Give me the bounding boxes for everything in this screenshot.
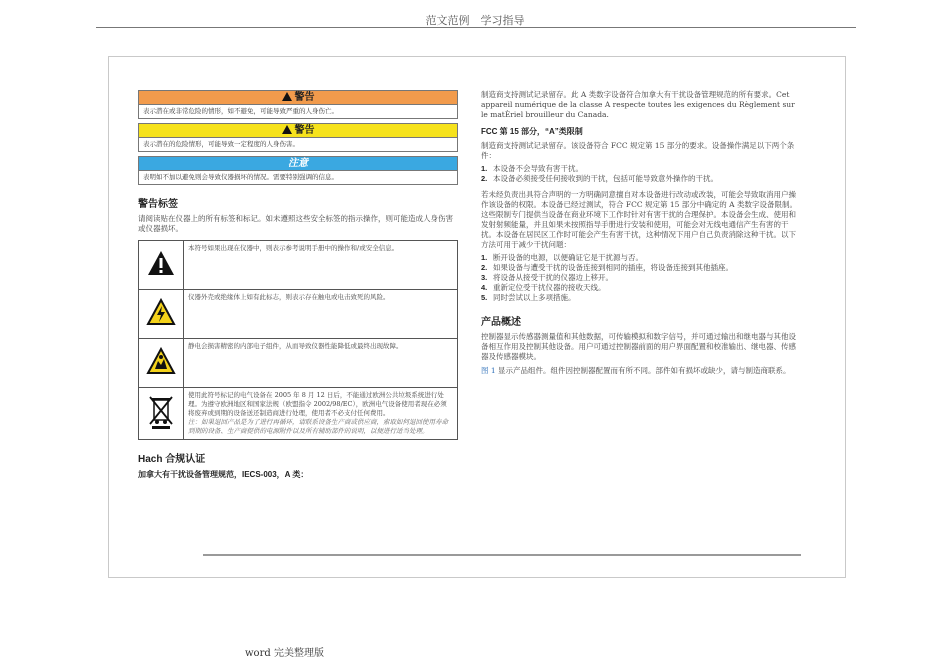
header-divider: [96, 27, 856, 28]
fcc-body: 若未经负责出具符合声明的一方明确同意擅自对本设备进行改动或改装，可能会导致取消用户操作该设备的权限。本设备已经过测试，符合 FCC 规定第 15 部分中确定的 A 类数字设备限制。这些限制专门提供当设备在商业环境下工作时针对有害干扰的合理保护。本设备会生成、使用和发射射频能量，并且如果未按照指导手册进行安装和使用，可能会对无线电通信产生有害的干扰。本设备在居民区工作时可能会产生有害干扰，这种情况下用户自己负责消除这种干扰。以下方法可用于减少干扰问题：: [481, 190, 797, 249]
fcc-intro: 制造商支持测试记录留存。该设备符合 FCC 规定第 15 部分的要求。设备操作满足以下两个条件：: [481, 141, 795, 160]
esd-icon: [146, 347, 176, 375]
table-row: [139, 241, 458, 290]
caution-text: 表明如不加以避免则会导致仪器损坏的情况。需要特别强调的信息。: [139, 170, 457, 184]
danger-label: 警告: [294, 92, 315, 103]
warning-triangle-icon: [282, 92, 292, 101]
warning-notice: [138, 123, 458, 152]
list-item: 5. 同时尝试以上多项措施。: [481, 293, 576, 302]
compliance-heading: Hach 合规认证: [138, 454, 206, 465]
caution-notice-header: 注意: [139, 157, 457, 170]
table-row: [139, 339, 458, 388]
danger-notice-header: [139, 91, 457, 104]
interference-measures-list: [481, 253, 801, 303]
left-column: [138, 90, 458, 484]
page-header: 范文范例 学习指导: [425, 14, 525, 27]
right-column: [481, 90, 801, 376]
footer-divider: [203, 554, 801, 556]
danger-text: 表示潜在或非常危险的情形，如不避免，可能导致严重的人身伤亡。: [139, 104, 457, 118]
warning-triangle-icon: [282, 125, 292, 134]
warning-label: 警告: [294, 125, 315, 136]
page-footer: word 完美整理版: [245, 648, 324, 659]
figure-1-link[interactable]: 图 1: [481, 366, 496, 375]
warning-triangle-icon: [146, 249, 176, 277]
list-item: 1. 本设备不会导致有害干扰。: [481, 164, 583, 173]
electric-shock-icon: [146, 298, 176, 326]
symbol-description: [184, 388, 458, 440]
figure-reference-paragraph: [481, 366, 801, 376]
figure-reference-text: 显示产品组件。组件因控制器配置而有所不同。部件如有损坏或缺少，请与制造商联系。: [495, 366, 791, 375]
symbol-table: [138, 240, 458, 440]
labels-intro: 请阅读贴在仪器上的所有标签和标记。如未遵照这些安全标签的指示操作，则可能造成人身伤害或仪器损坏。: [138, 214, 453, 233]
symbol-description: 静电会损害精密的内部电子组件，从而导致仪器性能降低或最终出现故障。: [184, 339, 458, 388]
labels-heading: 警告标签: [138, 199, 178, 210]
weee-bin-icon: [146, 394, 176, 430]
caution-notice: [138, 156, 458, 185]
canada-compliance-text: 制造商支持测试记录留存。此 A 类数字设备符合加拿大有干扰设备管理规范的所有要求。Cet appareil numérique de la classe A respecte toutes les exigences du Règlement sur le matÈriel brouilleur du Canada.: [481, 90, 795, 119]
table-row: [139, 388, 458, 440]
fcc-heading: FCC 第 15 部分，“A”类限制: [481, 127, 583, 136]
list-item: 1. 断开设备的电源，以便确证它是干扰源与否。: [481, 253, 643, 262]
overview-heading: 产品概述: [481, 317, 521, 328]
overview-body: 控制器显示传感器测量值和其他数据，可传输模拟和数字信号，并可通过输出和继电器与其他设备相互作用及控制其他设备。用户可通过控制器前面的用户界面配置和校准输出、继电器、传感器及传感器模块。: [481, 332, 796, 361]
danger-notice: [138, 90, 458, 119]
fcc-conditions-list: [481, 164, 801, 184]
weee-text: 使用此符号标记的电气设备在 2005 年 8 月 12 日后，不能通过欧洲公共垃圾系统进行处理。为遵守欧洲地区和国家法规（欧盟指令 2002/98/EC），欧洲电气设备使用者现在必须将废弃或到期的设备送还制造商进行处理，使用者不必支付任何费用。: [188, 391, 447, 417]
warning-text: 表示潜在的危险情形，可能导致一定程度的人身伤害。: [139, 137, 457, 151]
list-item: 4. 重新定位受干扰仪器的接收天线。: [481, 283, 606, 292]
table-row: [139, 290, 458, 339]
symbol-description: 仪器外壳或绝缘体上如有此标志，则表示存在触电或电击致死的风险。: [184, 290, 458, 339]
list-item: 2. 本设备必须接受任何接收到的干扰，包括可能导致意外操作的干扰。: [481, 174, 718, 183]
compliance-subheading: 加拿大有干扰设备管理规范，IECS-003，A 类：: [138, 470, 309, 479]
list-item: 2. 如果设备与遭受干扰的设备连接到相同的插座，将设备连接到其他插座。: [481, 263, 733, 272]
symbol-description: 本符号如果出现在仪器中，则表示参考说明手册中的操作和/或安全信息。: [184, 241, 458, 290]
list-item: 3. 将设备从接受干扰的仪器边上移开。: [481, 273, 613, 282]
warning-notice-header: [139, 124, 457, 137]
weee-note: 注：如果退回产品是为了进行再循环，请联系设备生产商或供应商，索取如何退回使用寿命到期的设备、生产商提供的电源附件以及所有辅助部件的说明，以便进行适当处理。: [188, 418, 448, 435]
